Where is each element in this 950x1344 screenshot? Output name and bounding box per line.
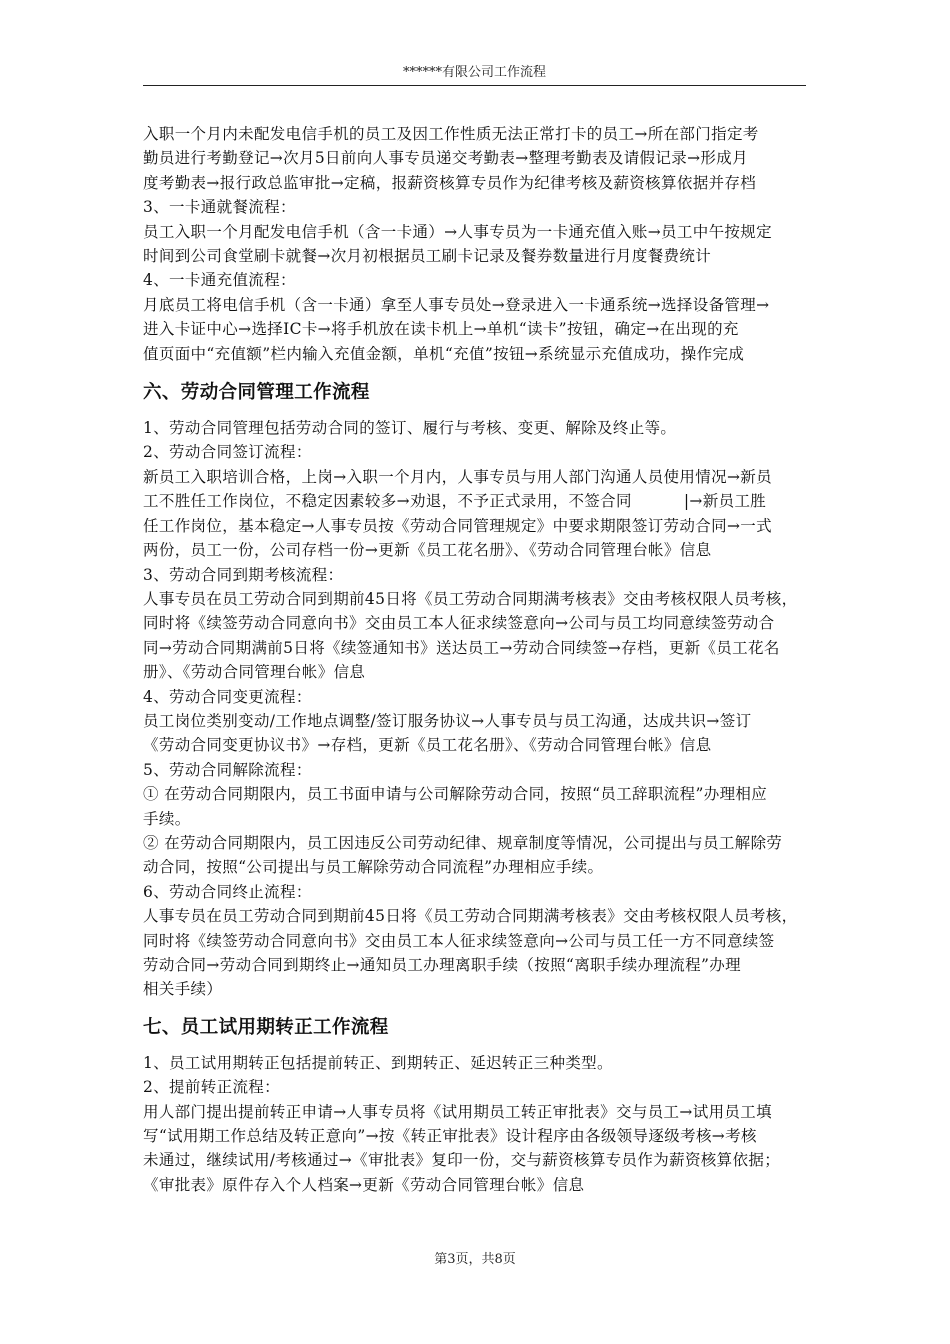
- paragraph-line: 1、劳动合同管理包括劳动合同的签订、履行与考核、变更、解除及终止等。: [143, 419, 677, 438]
- paragraph-line: 《审批表》原件存入个人档案→更新《劳动合同管理台帐》信息: [143, 1175, 585, 1194]
- subsection-heading: 2、提前转正流程：: [143, 1078, 281, 1097]
- subsection-heading: 4、劳动合同变更流程：: [143, 687, 312, 706]
- paragraph-line: 人事专员在员工劳动合同到期前45日将《员工劳动合同期满考核表》交由考核权限人员考核，: [143, 907, 798, 926]
- paragraph-line: 写“试用期工作总结及转正意向”→按《转正审批表》设计程序由各级领导逐级考核→考核: [143, 1127, 757, 1146]
- subsection-heading: 4、一卡通充值流程：: [143, 271, 296, 290]
- paragraph-line: 进入卡证中心→选择IC卡→将手机放在读卡机上→单机“读卡”按钮，确定→在出现的充: [143, 320, 739, 339]
- paragraph-line: 勤员进行考勤登记→次月5日前向人事专员递交考勤表→整理考勤表及请假记录→形成月: [143, 149, 748, 168]
- subsection-heading: 5、劳动合同解除流程：: [143, 760, 312, 779]
- subsection-heading: 6、劳动合同终止流程：: [143, 882, 312, 901]
- paragraph-line: 员工入职一个月配发电信手机（含一卡通）→人事专员为一卡通充值入账→员工中午按规定: [143, 222, 772, 241]
- section-5-continuation: [143, 122, 815, 366]
- document-body: [143, 122, 815, 1197]
- paragraph-line: 同时将《续签劳动合同意向书》交由员工本人征求续签意向→公司与员工均同意续签劳动合: [143, 614, 775, 633]
- paragraph-line: 度考勤表→报行政总监审批→定稿，报薪资核算专员作为纪律考核及薪资核算依据并存档: [143, 173, 757, 192]
- paragraph-line: 动合同，按照“公司提出与员工解除劳动合同流程”办理相应手续。: [143, 858, 604, 877]
- paragraph-line: 同时将《续签劳动合同意向书》交由员工本人征求续签意向→公司与员工任一方不同意续签: [143, 931, 775, 950]
- paragraph-line: 册》、《劳动合同管理台帐》信息: [143, 663, 366, 682]
- subsection-heading: 2、劳动合同签订流程：: [143, 443, 312, 462]
- header-divider: [143, 85, 806, 86]
- section-6-body: [143, 416, 815, 1002]
- paragraph-line: 任工作岗位，基本稳定→人事专员按《劳动合同管理规定》中要求期限签订劳动合同→一式: [143, 516, 772, 535]
- paragraph-line: 未通过，继续试用/考核通过→《审批表》复印一份，交与薪资核算专员作为薪资核算依据；: [143, 1151, 781, 1170]
- page-number: 第3页，共8页: [434, 1252, 516, 1267]
- paragraph-line: ① 在劳动合同期限内，员工书面申请与公司解除劳动合同，按照“员工辞职流程”办理相应: [143, 785, 768, 804]
- paragraph-line: 相关手续）: [143, 980, 223, 999]
- paragraph-line: 《劳动合同变更协议书》→存档，更新《员工花名册》、《劳动合同管理台帐》信息: [143, 736, 712, 755]
- line-left-part: 工不胜任工作岗位，不稳定因素较多→劝退，不予正式录用，不签合同: [143, 492, 632, 511]
- paragraph-line: 手续。: [143, 809, 191, 828]
- paragraph-line: 两份，员工一份，公司存档一份→更新《员工花名册》、《劳动合同管理台帐》信息: [143, 541, 712, 560]
- paragraph-line: 劳动合同→劳动合同到期终止→通知员工办理离职手续（按照“离职手续办理流程”办理: [143, 956, 741, 974]
- paragraph-line: 同→劳动合同期满前5日将《续签通知书》送达员工→劳动合同续签→存档，更新《员工花名: [143, 638, 780, 657]
- paragraph-line: 入职一个月内未配发电信手机的员工及因工作性质无法正常打卡的员工→所在部门指定考: [143, 125, 759, 143]
- paragraph-line: ② 在劳动合同期限内，员工因违反公司劳动纪律、规章制度等情况，公司提出与员工解除劳: [143, 833, 783, 852]
- paragraph-line: 新员工入职培训合格，上岗→入职一个月内，人事专员与用人部门沟通人员使用情况→新员: [143, 467, 772, 486]
- subsection-heading: 3、一卡通就餐流程：: [143, 198, 296, 217]
- paragraph-line: 用人部门提出提前转正申请→人事专员将《试用期员工转正审批表》交与员工→试用员工填: [143, 1102, 772, 1121]
- paragraph-line: 人事专员在员工劳动合同到期前45日将《员工劳动合同期满考核表》交由考核权限人员考核，: [143, 589, 798, 608]
- page-header: ******有限公司工作流程: [402, 65, 546, 80]
- paragraph-line: 月底员工将电信手机（含一卡通）拿至人事专员处→登录进入一卡通系统→选择设备管理→: [143, 295, 770, 314]
- line-right-part: |→新员工胜: [683, 492, 767, 511]
- paragraph-line: 员工岗位类别变动/工作地点调整/签订服务协议→人事专员与员工沟通，达成共识→签订: [143, 711, 752, 730]
- paragraph-line: 1、员工试用期转正包括提前转正、到期转正、延迟转正三种类型。: [143, 1053, 613, 1072]
- paragraph-line: 时间到公司食堂刷卡就餐→次月初根据员工刷卡记录及餐券数量进行月度餐费统计: [143, 247, 712, 266]
- subsection-heading: 3、劳动合同到期考核流程：: [143, 565, 344, 584]
- paragraph-line: [143, 489, 815, 513]
- section-7-body: [143, 1051, 815, 1197]
- section-6-title: 六、劳动合同管理工作流程: [143, 382, 370, 404]
- paragraph-line: 值页面中“充值额”栏内输入充值金额，单机“充值”按钮→系统显示充值成功，操作完成: [143, 344, 745, 363]
- section-7-title: 七、员工试用期转正工作流程: [143, 1016, 389, 1038]
